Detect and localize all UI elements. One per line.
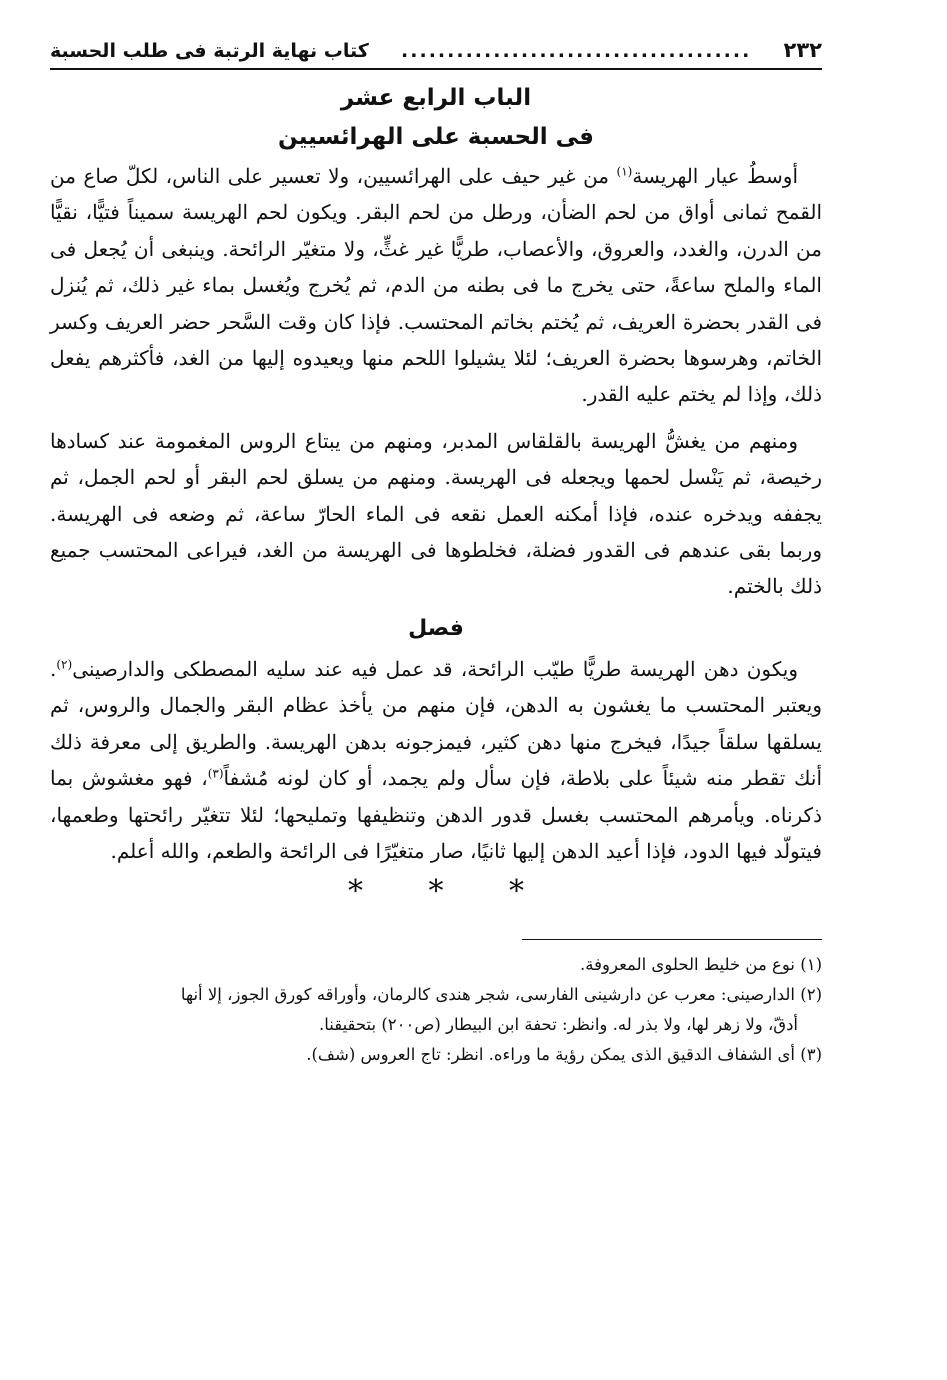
footnote-ref-1[interactable]: (١) (616, 164, 633, 179)
footnote-line: أدقّ، ولا زهر لها، ولا بذر له. وانظر: تحفة ابن البيطار (ص٢٠٠) بتحقيقنا. (318, 1015, 798, 1035)
footnote-divider (522, 939, 822, 940)
footnote-ref-2[interactable]: (٢) (56, 657, 73, 672)
leader-dots: ...................................... (401, 40, 752, 62)
paragraph-text: من غير حيف على الهرائسيين، ولا تعسير على الناس، لكلّ صاع من القمح ثمانى أواق من لحم الضأن، ورطل من لحم البقر. ويكون لحم الهريسة سميناً فتيًّا، نقيًّا من الدرن، والغدد، والعروق، والأعصاب، طريًّا غير غثٍّ، ولا متغيّر الرائحة. وينبغى أن يُجعل فى الماء والملح ساعةً، حتى يخرج ما فى بطنه من الدم، ثم يُخرج ويُغسل بماء غير ذلك، ثم يُنزل فى القدر بحضرة العريف، ثم يُختم بخاتم المحتسب. فإذا كان وقت السَّحر حضر العريف وكسر الخاتم، وهرسوها بحضرة العريف؛ لئلا يشيلوا اللحم منها ويعيدوه إليها من الغد، فأكثرهم يفعل ذلك، وإذا لم يختم عليه القدر. (50, 164, 822, 407)
footnote-2 (50, 980, 822, 1040)
footnote-line: (٣) أى الشفاف الدقيق الذى يمكن رؤية ما وراءه. انظر: تاج العروس (شف). (306, 1045, 822, 1065)
chapter-subtitle: فى الحسبة على الهرائسيين (278, 124, 594, 150)
paragraph-text: ، فهو مغشوش بما ذكرناه. ويأمرهم المحتسب بغسل قدور الدهن وتنظيفها وتمليحها؛ لئلا تتغيّر رائحتها وطعمها، فيتولّد فيها الدود، فإذا أعيد الدهن إليها ثانيًا، صار متغيّرًا فى الرائحة والطعم، والله أعلم. (50, 766, 822, 863)
chapter-title: الباب الرابع عشر (340, 85, 532, 111)
book-page (50, 38, 822, 1070)
section-title: فصل (408, 615, 464, 641)
section-paragraph (50, 651, 822, 869)
paragraph-text: أوسطُ عيار الهريسة (632, 164, 799, 188)
footnote-3 (50, 1040, 822, 1070)
asterisk-separator: * * * (347, 874, 553, 910)
body-paragraph-1 (50, 158, 822, 413)
body-paragraph-2: ومنهم من يغشُّ الهريسة بالقلقاس المدبر، ومنهم من يبتاع الروس المغمومة عند كسادها رخيصة، ثم يَنْسل لحمها ويجعله فى الهريسة. ومنهم من يسلق لحم البقر أو لحم الجمل، ثم يجففه ويدخره عنده، فإذا أمكنه العمل نقعه فى الماء الحارّ ساعة، ثم وضعه فى الهريسة. وربما بقى عندهم فى القدور فضلة، فخلطوها فى الهريسة من الغد، فيراعى المحتسب جميع ذلك بالختم. (50, 428, 822, 599)
paragraph-text: ويكون دهن الهريسة طريًّا طيّب الرائحة، قد عمل فيه عند سليه المصطكى والدارصينى (72, 656, 798, 681)
running-header (50, 38, 822, 70)
footnotes (50, 950, 822, 1070)
footnote-1 (50, 950, 822, 980)
page-number: ٢٣٢ (783, 38, 822, 62)
footnote-line: (٢) الدارصينى: معرب عن دارشينى الفارسى، شجر هندى كالرمان، وأوراقه كورق الجوز، إلا أنها (180, 985, 822, 1005)
book-title: كتاب نهاية الرتبة فى طلب الحسبة (50, 40, 369, 62)
footnote-ref-3[interactable]: (٣) (207, 766, 224, 781)
paragraph-text: . ويعتبر المحتسب ما يغشون به الدهن، فإن منهم من يأخذ عظام البقر والجمال والروس، ثم يسلقها سلقاً جيدًا، فيخرج منها دهن كثير، فيمزجونه بدهن الهريسة. والطريق إلى معرفة ذلك أنك تقطر منه شيئاً على بلاطة، فإن سأل ولم يجمد، أو كان لونه مُشفاً (50, 656, 823, 791)
footnote-line: (١) نوع من خليط الحلوى المعروفة. (580, 955, 822, 975)
